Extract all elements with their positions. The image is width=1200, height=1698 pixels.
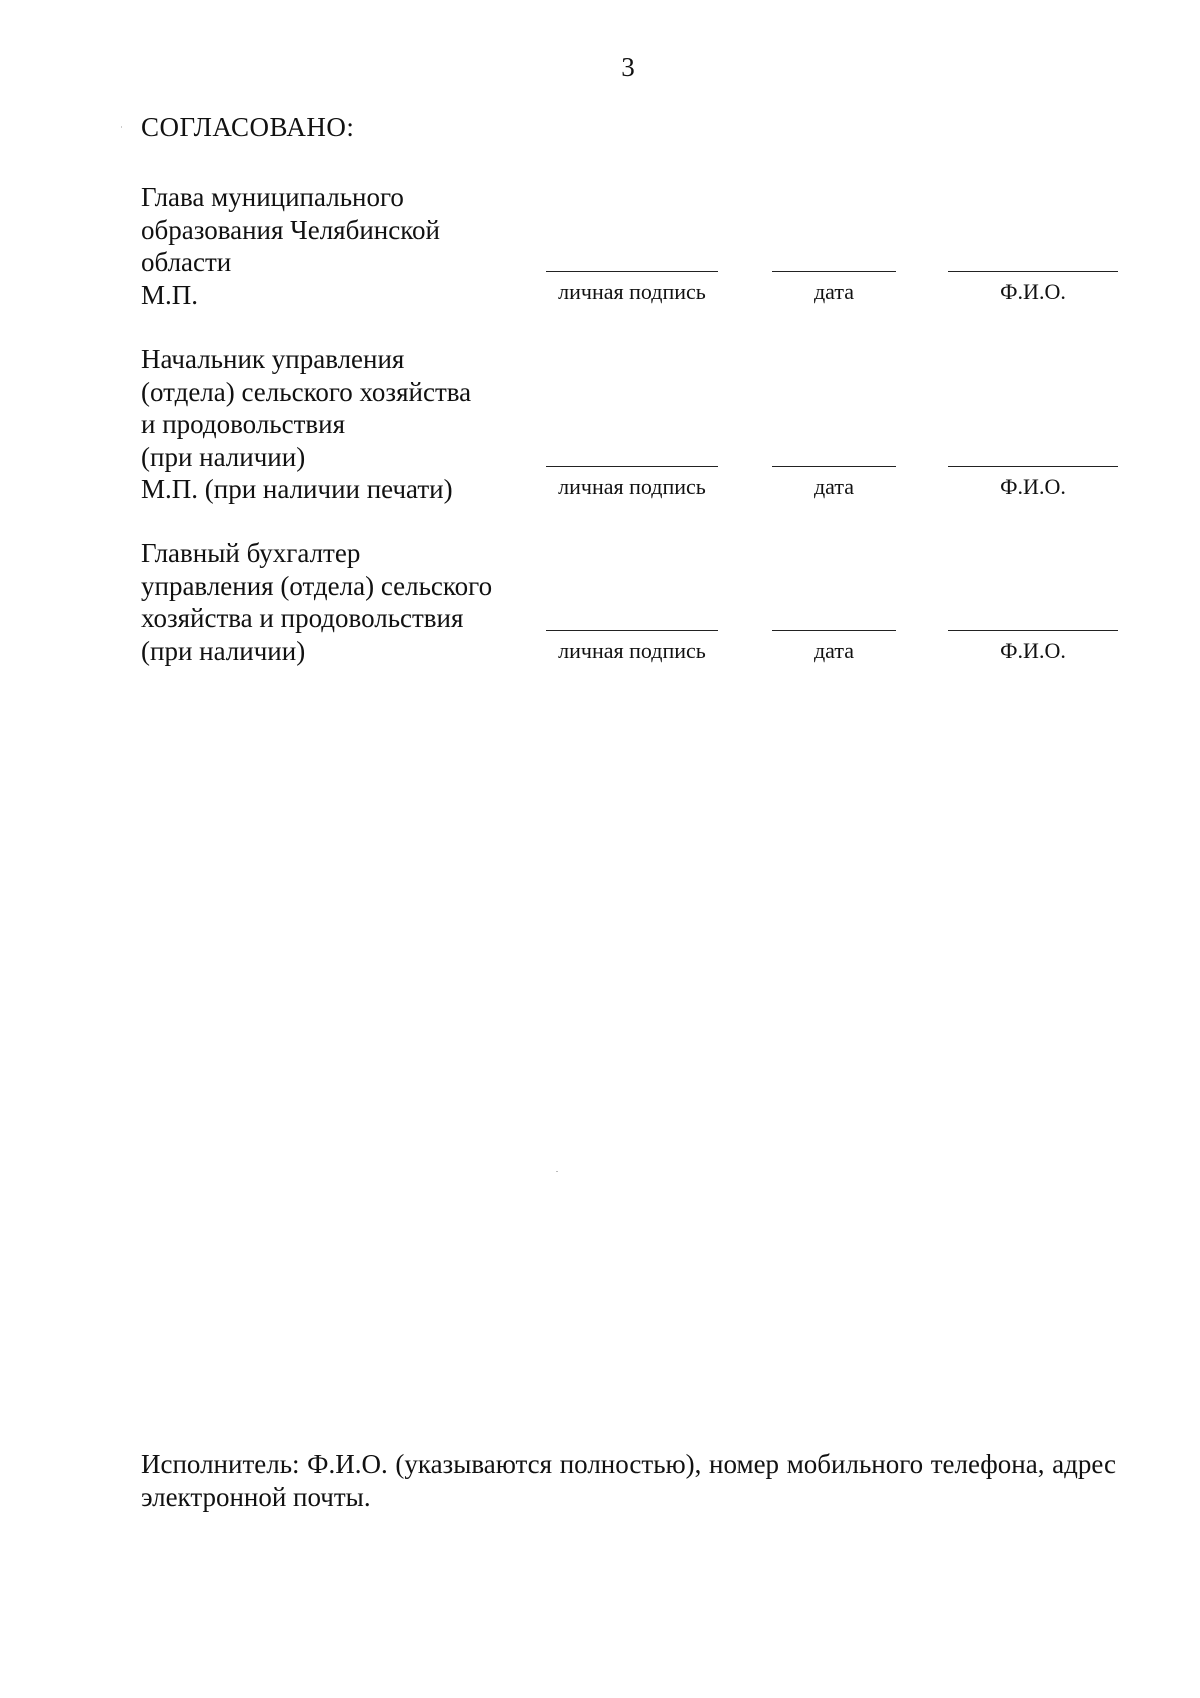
approver-title-line: Глава муниципального <box>141 182 404 212</box>
signature-line <box>546 630 718 631</box>
approver-title-line: управления (отдела) сельского <box>141 570 493 601</box>
date-caption: дата <box>813 279 855 304</box>
scan-speck <box>556 1171 558 1172</box>
approver-title-line: (отдела) сельского хозяйства <box>141 376 472 407</box>
name-caption: Ф.И.О. <box>1000 279 1066 304</box>
signature-line <box>546 271 718 272</box>
approval-heading: СОГЛАСОВАНО: <box>141 112 355 142</box>
approver-title-line: (при наличии) <box>141 635 306 666</box>
name-caption: Ф.И.О. <box>1000 638 1066 663</box>
approver-title-line: (при наличии) <box>141 441 306 472</box>
executor-note: Исполнитель: Ф.И.О. (указываются полностью), номер мобильного телефона, адрес электронной почты. <box>141 1449 1116 1512</box>
signature-line <box>546 466 718 467</box>
name-line <box>948 271 1118 272</box>
stamp-note: М.П. <box>141 279 199 310</box>
approver-title-line: Главный бухгалтер <box>141 538 361 568</box>
signature-caption: личная подпись <box>558 279 706 304</box>
scan-speck <box>121 126 122 128</box>
approver-title-line: области <box>141 247 232 277</box>
date-line <box>772 630 896 631</box>
date-caption: дата <box>813 638 855 663</box>
name-line <box>948 630 1118 631</box>
date-caption: дата <box>813 474 855 499</box>
date-line <box>772 271 896 272</box>
approver-title-line: и продовольствия <box>141 409 346 439</box>
page-number: 3 <box>621 52 635 82</box>
signature-caption: личная подпись <box>558 638 706 663</box>
name-caption: Ф.И.О. <box>1000 474 1066 499</box>
approver-title-line: Начальник управления <box>141 344 405 374</box>
name-line <box>948 466 1118 467</box>
date-line <box>772 466 896 467</box>
approver-title-line: хозяйства и продовольствия <box>141 603 464 633</box>
signature-caption: личная подпись <box>558 474 706 499</box>
approver-title-line: образования Челябинской <box>141 214 440 245</box>
stamp-note: М.П. (при наличии печати) <box>141 474 453 504</box>
